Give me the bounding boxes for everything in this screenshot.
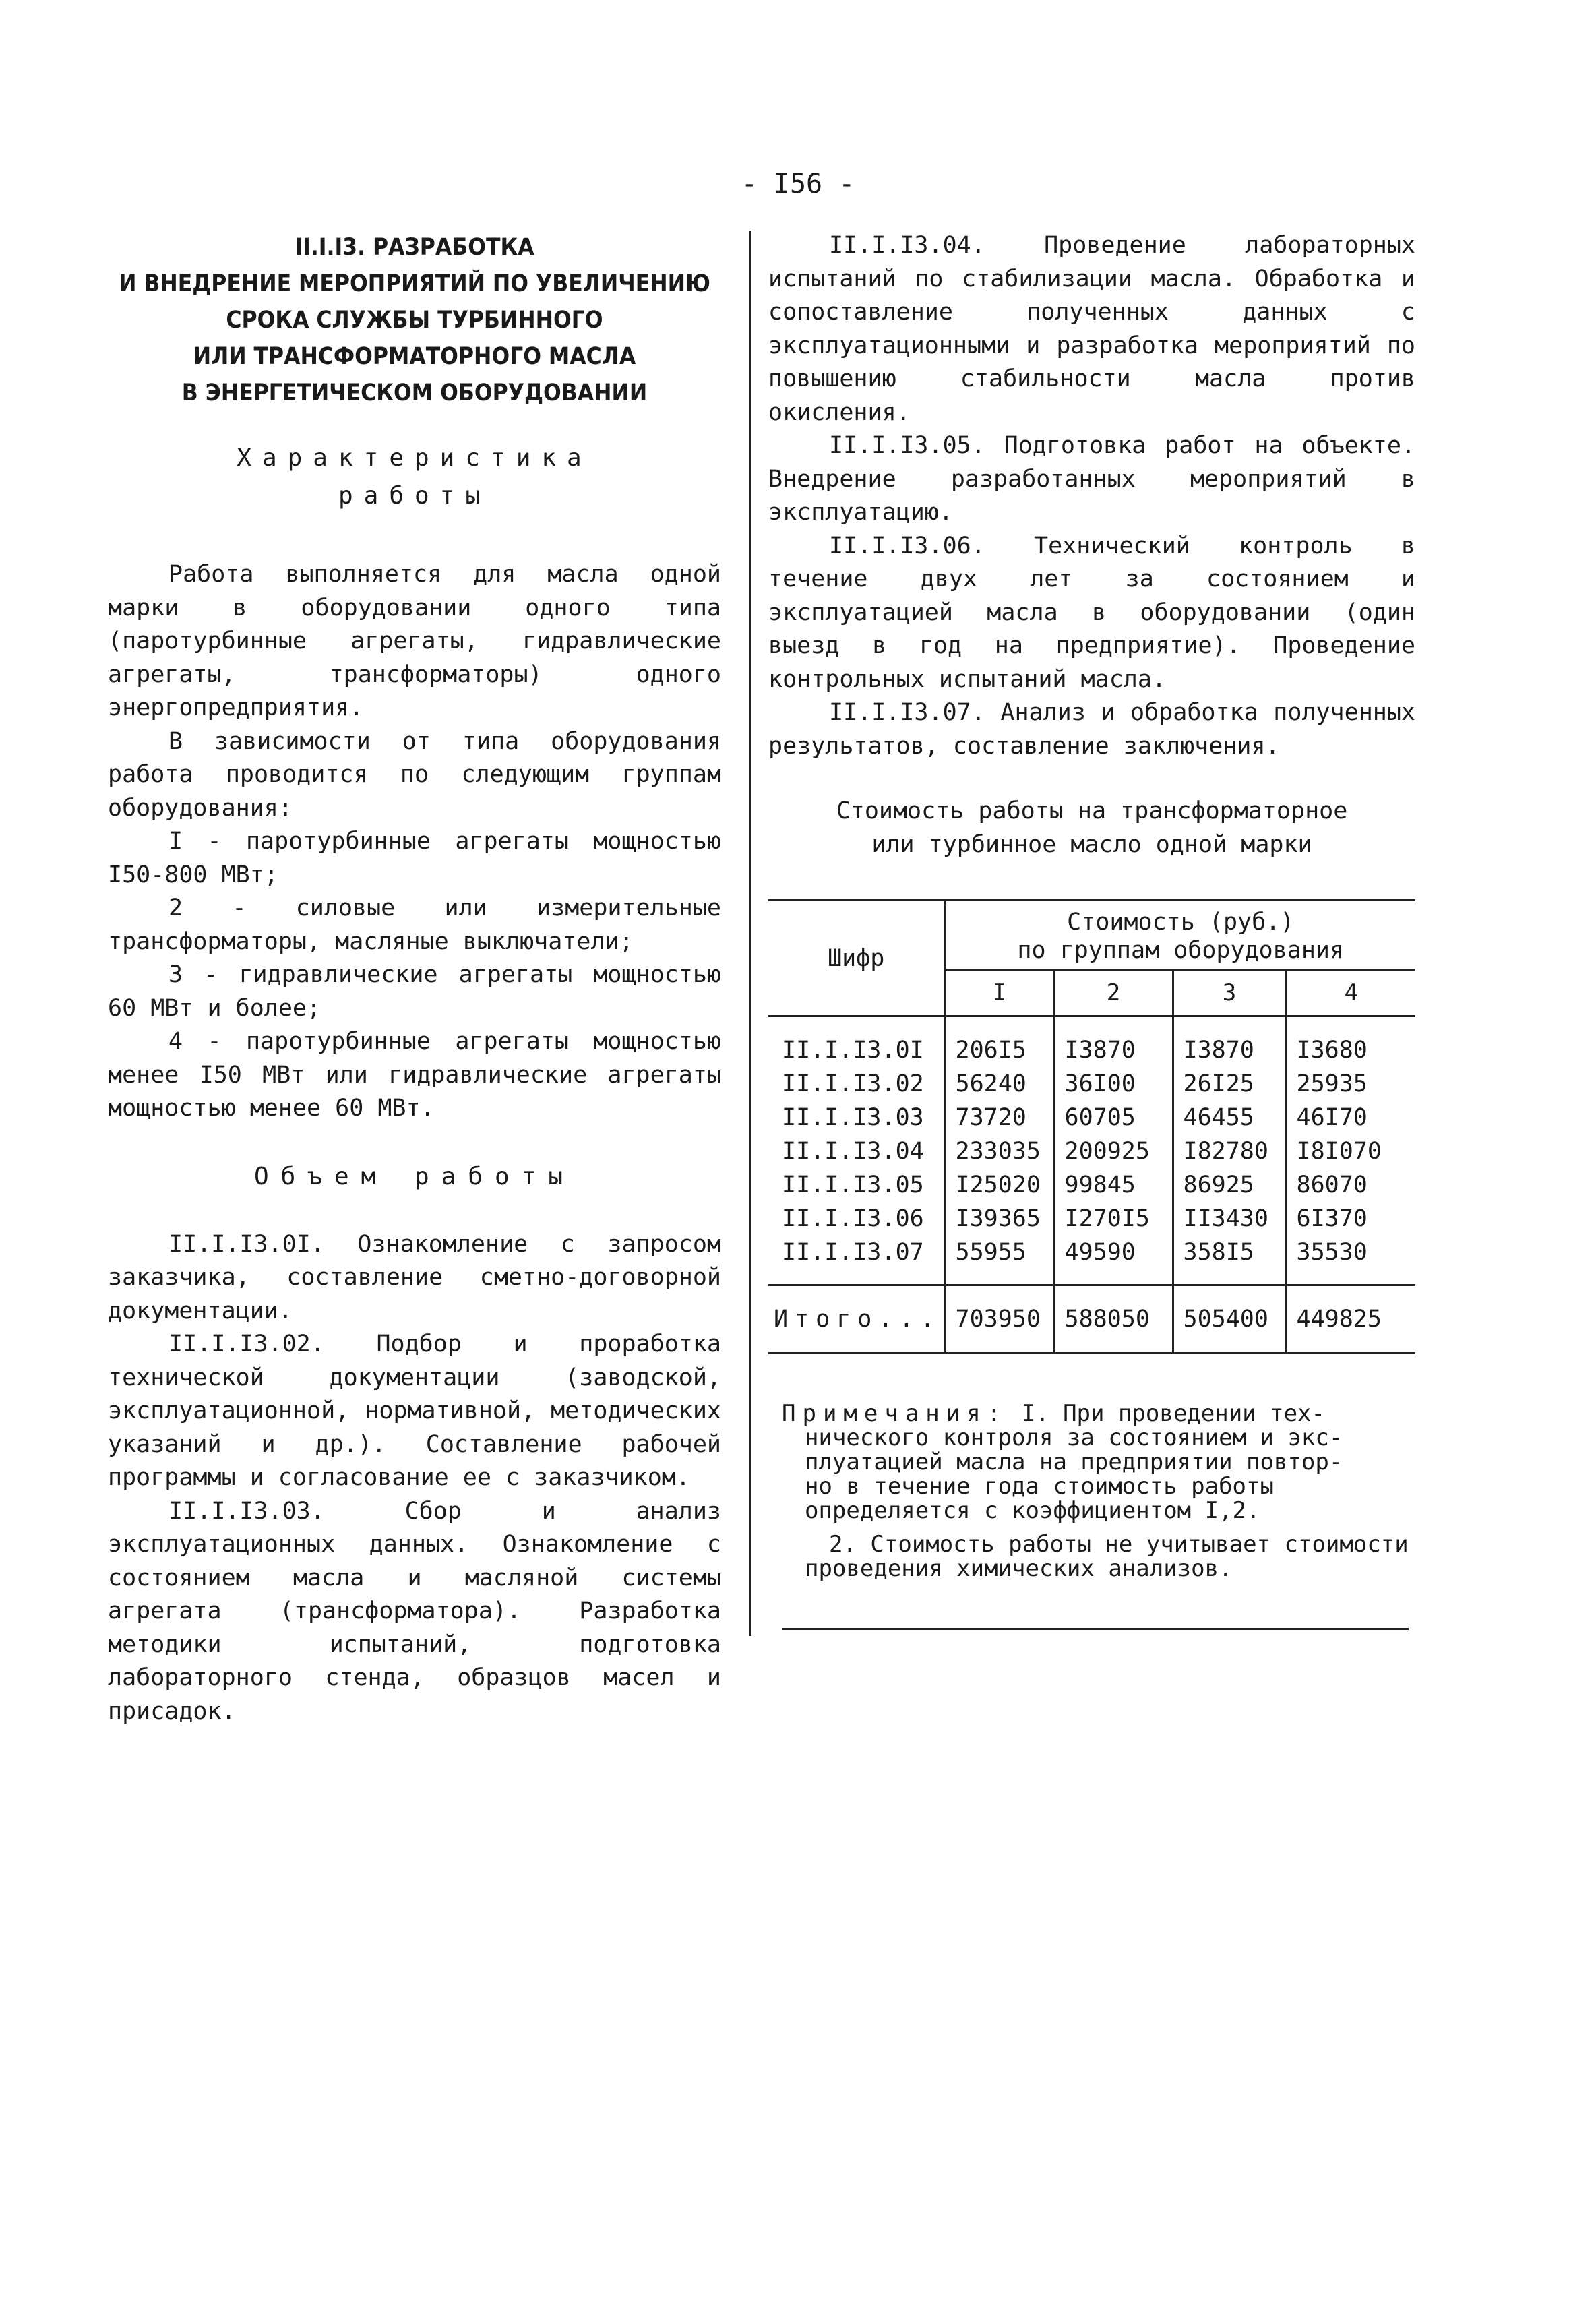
scope-item: II.I.I3.0I. Ознакомление с запросом заказчика, составление сметно-договорной документации. <box>108 1230 721 1325</box>
cell-value: I3870 <box>1173 1016 1286 1068</box>
characteristic-heading <box>108 439 721 515</box>
cell-value: 60705 <box>1054 1101 1173 1134</box>
notes <box>768 1401 1415 1581</box>
cell-value: 46I70 <box>1286 1101 1415 1134</box>
cell-value: I270I5 <box>1054 1202 1173 1236</box>
cell-value: II3430 <box>1173 1202 1286 1236</box>
note-1-line: нического контроля за состоянием и экс- <box>805 1424 1343 1451</box>
left-column <box>108 229 721 1728</box>
total-value: 588050 <box>1054 1285 1173 1354</box>
cell-value: 358I5 <box>1173 1236 1286 1285</box>
note-1-start: I. При проведении тех- <box>1021 1400 1325 1427</box>
cost-header-line: Стоимость (руб.) <box>1067 909 1295 936</box>
cost-table <box>768 899 1415 1354</box>
row-code: II.I.I3.05 <box>782 1172 924 1198</box>
heading-line: Характеристика <box>237 444 592 472</box>
caption-line: или турбинное масло одной марки <box>871 831 1312 858</box>
end-rule <box>782 1628 1409 1630</box>
table-row <box>768 1101 1415 1134</box>
section-title-line: В ЭНЕРГЕТИЧЕСКОМ ОБОРУДОВАНИИ <box>181 379 648 406</box>
cell-value: 35530 <box>1286 1236 1415 1285</box>
scope-heading: Объем работы <box>253 1162 576 1190</box>
group-item: 2 - силовые или измерительные трансформаторы, масляные выключатели; <box>108 894 721 955</box>
cell-value: 55955 <box>945 1236 1054 1285</box>
column-header-group: 2 <box>1054 970 1173 1016</box>
cell-value: 86925 <box>1173 1168 1286 1202</box>
table-row <box>768 1134 1415 1168</box>
cell-value: 233035 <box>945 1134 1054 1168</box>
column-header-group: I <box>945 970 1054 1016</box>
heading-line: работы <box>338 482 491 510</box>
table-header-row <box>768 901 1415 970</box>
total-label: Итого... <box>768 1285 945 1354</box>
cell-value: I82780 <box>1173 1134 1286 1168</box>
cell-value: 206I5 <box>945 1016 1054 1068</box>
table-row <box>768 1236 1415 1285</box>
scope-item: II.I.I3.06. Технический контроль в течение двух лет за состоянием и эксплуатацией масла в оборудовании (один выезд в год на предприятие). Проведение контрольных испытаний масла. <box>768 532 1415 693</box>
cost-header-line: по группам оборудования <box>1017 937 1345 964</box>
section-title-line: II.I.I3. РАЗРАБОТКА <box>295 234 534 261</box>
section-title-line: СРОКА СЛУЖБЫ ТУРБИННОГО <box>226 307 603 334</box>
cell-value: 46455 <box>1173 1101 1286 1134</box>
column-header-group: 3 <box>1173 970 1286 1016</box>
cell-value: 25935 <box>1286 1067 1415 1101</box>
scope-item: II.I.I3.05. Подготовка работ на объекте. Внедрение разработанных мероприятий в эксплуатацию. <box>768 432 1415 526</box>
row-code: II.I.I3.02 <box>782 1070 924 1097</box>
section-title <box>108 229 721 411</box>
section-title-line: ИЛИ ТРАНСФОРМАТОРНОГО МАСЛА <box>193 343 636 370</box>
caption-line: Стоимость работы на трансформаторное <box>836 797 1348 824</box>
group-item: 4 - паротурбинные агрегаты мощностью менее I50 МВт или гидравлические агрегаты мощностью менее 60 МВт. <box>108 1028 721 1122</box>
right-column <box>768 229 1415 1630</box>
note-1-first-line <box>768 1401 1415 1426</box>
scope-item: II.I.I3.07. Анализ и обработка полученных результатов, составление заключения. <box>768 699 1415 760</box>
group-item: I - паротурбинные агрегаты мощностью I50-800 МВт; <box>108 828 721 888</box>
table-total-row <box>768 1285 1415 1354</box>
column-header-group: 4 <box>1286 970 1415 1016</box>
note-1-line: определяется с коэффициентом I,2. <box>805 1497 1260 1524</box>
cell-value: 200925 <box>1054 1134 1173 1168</box>
note-1-line: но в течение года стоимость работы <box>805 1473 1274 1500</box>
table-row <box>768 1202 1415 1236</box>
scope-item: II.I.I3.03. Сбор и анализ эксплуатационных данных. Ознакомление с состоянием масла и масляной системы агрегата (трансформатора). Разработка методики испытаний, подготовка лабораторного стенда, образцов масел и присадок. <box>108 1497 721 1725</box>
row-code: II.I.I3.07 <box>782 1239 924 1266</box>
total-value: 703950 <box>945 1285 1054 1354</box>
total-value: 449825 <box>1286 1285 1415 1354</box>
group-item: 3 - гидравлические агрегаты мощностью 60 МВт и более; <box>108 961 721 1022</box>
paragraph: В зависимости от типа оборудования работа проводится по следующим группам оборудования: <box>108 727 721 822</box>
table-row <box>768 1168 1415 1202</box>
note-2: 2. Стоимость работы не учитывает стоимости проведения химических анализов. <box>805 1531 1409 1582</box>
cell-value: 56240 <box>945 1067 1054 1101</box>
column-header-cost <box>945 901 1415 970</box>
row-code: II.I.I3.04 <box>782 1138 924 1165</box>
row-code: II.I.I3.03 <box>782 1104 924 1131</box>
page-number: - I56 - <box>741 169 855 200</box>
cell-value: 26I25 <box>1173 1067 1286 1101</box>
notes-label: Примечания: <box>782 1400 1008 1427</box>
table-row <box>768 1016 1415 1068</box>
section-title-line: И ВНЕДРЕНИЕ МЕРОПРИЯТИЙ ПО УВЕЛИЧЕНИЮ <box>119 270 710 297</box>
row-code: II.I.I3.06 <box>782 1205 924 1232</box>
column-divider <box>749 231 751 1636</box>
cell-value: 6I370 <box>1286 1202 1415 1236</box>
cell-value: 49590 <box>1054 1236 1173 1285</box>
row-code: II.I.I3.0I <box>782 1037 924 1064</box>
scope-item: II.I.I3.04. Проведение лабораторных испытаний по стабилизации масла. Обработка и сопоставление полученных данных с эксплуатационными и разработка мероприятий по повышению стабильности масла против окисления. <box>768 232 1415 426</box>
column-header-shifr: Шифр <box>768 901 945 1016</box>
cell-value: 36I00 <box>1054 1067 1173 1101</box>
scope-item: II.I.I3.02. Подбор и проработка технической документации (заводской, эксплуатационной, нормативной, методических указаний и др.). Составление рабочей программы и согласование ее с заказчиком. <box>108 1331 721 1491</box>
cell-value: I8I070 <box>1286 1134 1415 1168</box>
cell-value: 99845 <box>1054 1168 1173 1202</box>
cell-value: I3870 <box>1054 1016 1173 1068</box>
cell-value: I39365 <box>945 1202 1054 1236</box>
cell-value: 86070 <box>1286 1168 1415 1202</box>
total-value: 505400 <box>1173 1285 1286 1354</box>
table-row <box>768 1067 1415 1101</box>
cell-value: 73720 <box>945 1101 1054 1134</box>
cell-value: I3680 <box>1286 1016 1415 1068</box>
note-1-line: плуатацией масла на предприятии повтор- <box>805 1449 1343 1476</box>
paragraph: Работа выполняется для масла одной марки в оборудовании одного типа (паротурбинные агрегаты, гидравлические агрегаты, трансформаторы) одного энергопредприятия. <box>108 561 721 721</box>
cell-value: I25020 <box>945 1168 1054 1202</box>
table-caption <box>768 794 1415 861</box>
